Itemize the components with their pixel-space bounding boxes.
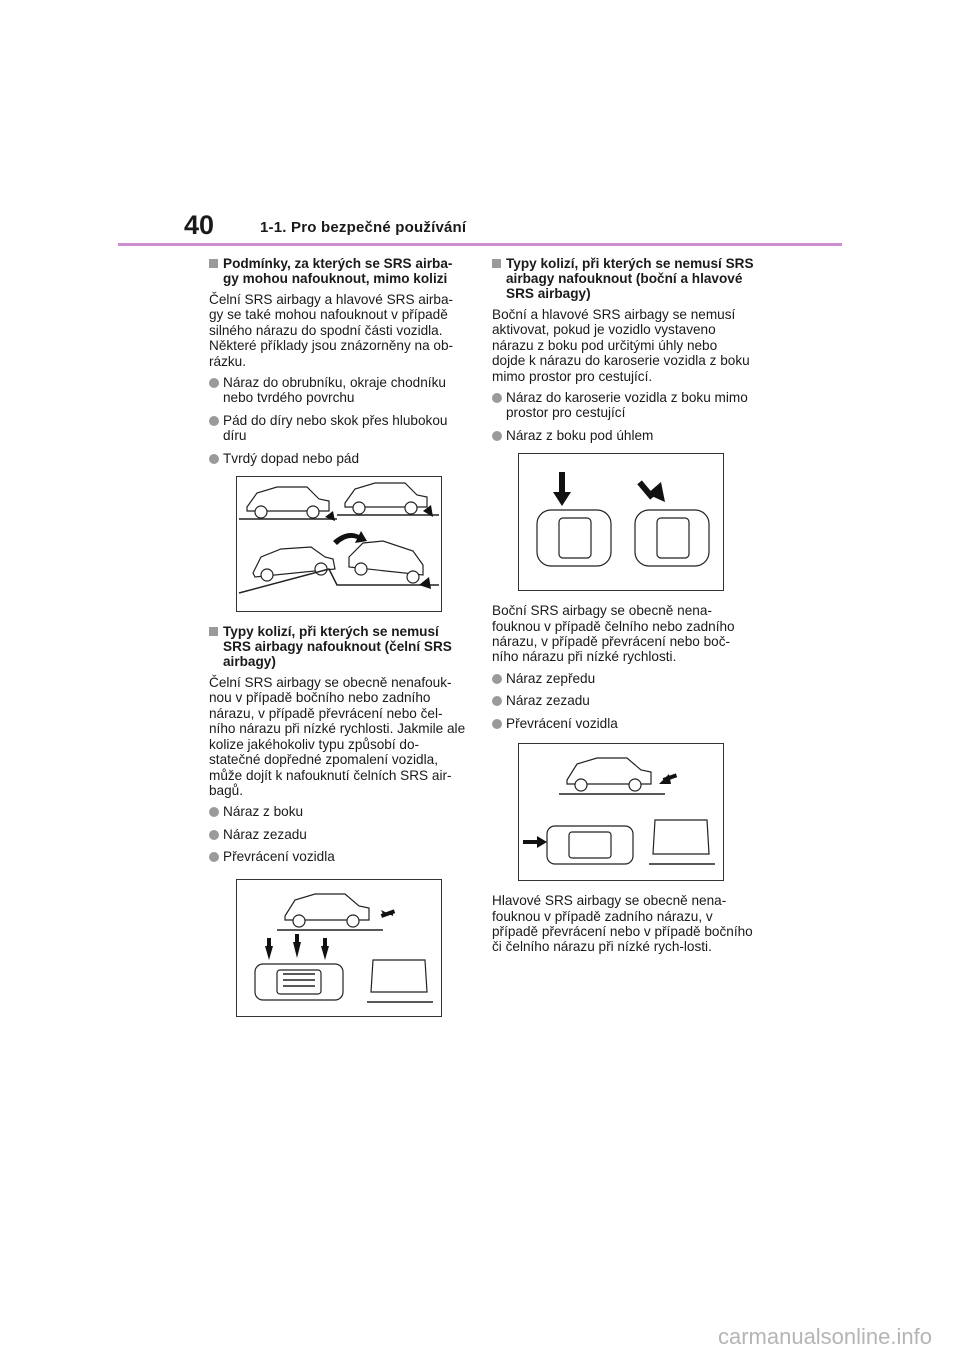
bullet-dot-icon bbox=[492, 431, 502, 441]
square-bullet-icon bbox=[209, 627, 218, 636]
watermark: carmanualsonline.info bbox=[717, 1324, 932, 1349]
section-heading-front-airbags: Typy kolizí, při kterých se nemusí SRS airbagy nafouknout (čelní SRS airbagy) bbox=[209, 624, 467, 669]
figure-side-impacts bbox=[518, 453, 724, 591]
square-bullet-icon bbox=[209, 259, 218, 268]
section-heading-side-airbags: Typy kolizí, při kterých se nemusí SRS airbagy nafouknout (boční a hlavové SRS airbagy) bbox=[492, 256, 754, 301]
list-item: Pád do díry nebo skok přes hlubokou díru bbox=[209, 413, 467, 444]
underbody-impact-illustration bbox=[237, 477, 441, 611]
list-item: Náraz z boku pod úhlem bbox=[492, 428, 754, 443]
list-item: Náraz zepředu bbox=[492, 671, 754, 686]
bullet-dot-icon bbox=[492, 674, 502, 684]
front-airbag-cases-illustration bbox=[237, 880, 441, 1016]
bullet-dot-icon bbox=[209, 378, 219, 388]
bullet-dot-icon bbox=[209, 454, 219, 464]
bullet-dot-icon bbox=[492, 393, 502, 403]
list-item: Náraz z boku bbox=[209, 804, 467, 819]
figure-front-airbag-cases bbox=[236, 879, 442, 1017]
bullet-dot-icon bbox=[209, 830, 219, 840]
figure-underbody-impacts bbox=[236, 476, 442, 612]
list-item: Převrácení vozidla bbox=[492, 716, 754, 731]
page-number: 40 bbox=[184, 210, 215, 240]
square-bullet-icon bbox=[492, 259, 501, 268]
bullet-dot-icon bbox=[209, 807, 219, 817]
list-item: Náraz do karoserie vozidla z boku mimo prostor pro cestující bbox=[492, 390, 754, 421]
bullet-dot-icon bbox=[492, 719, 502, 729]
list-item: Náraz zezadu bbox=[492, 693, 754, 708]
list-item: Náraz do obrubníku, okraje chodníku nebo tvrdého povrchu bbox=[209, 375, 467, 406]
list-item: Náraz zezadu bbox=[209, 827, 467, 842]
side-impact-illustration bbox=[519, 454, 723, 590]
paragraph-front-airbags: Čelní SRS airbagy se obecně nenafouk-nou v případě bočního nebo zadního nárazu, v případě převrácení nebo čel-ního nárazu při nízké rychlosti. Jakmile ale kolize jakéhokoliv typu způsobí do-statečné dopředné zpomalení vozidla, může dojít k nafouknutí čelních SRS air-bagů. bbox=[209, 675, 466, 798]
section-heading-conditions: Podmínky, za kterých se SRS airba-gy mohou nafouknout, mimo kolizi bbox=[209, 256, 467, 286]
paragraph-head-airbags: Hlavové SRS airbagy se obecně nena-fouknou v případě zadního nárazu, v případě převrácení nebo v případě bočního či čelního nárazu při nízké rych-losti. bbox=[492, 893, 753, 955]
bullet-dot-icon bbox=[209, 416, 219, 426]
figure-side-airbag-cases bbox=[518, 743, 724, 881]
header-divider bbox=[118, 243, 842, 246]
list-item: Tvrdý dopad nebo pád bbox=[209, 451, 467, 466]
right-column bbox=[492, 256, 754, 961]
bullet-dot-icon bbox=[492, 696, 502, 706]
paragraph-side-airbags-general: Boční SRS airbagy se obecně nena-fouknou v případě čelního nebo zadního nárazu, v případě převrácení nebo boč-ního nárazu při nízké rychlosti. bbox=[492, 603, 735, 665]
paragraph-side-airbags: Boční a hlavové SRS airbagy se nemusí aktivovat, pokud je vozidlo vystaveno nárazu z boku pod určitými úhly nebo dojde k nárazu do karoserie vozidla z boku mimo prostor pro cestující. bbox=[492, 307, 750, 384]
bullet-dot-icon bbox=[209, 852, 219, 862]
section-title: 1-1. Pro bezpečné používání bbox=[260, 219, 467, 236]
paragraph-conditions: Čelní SRS airbagy a hlavové SRS airba-gy se také mohou nafouknout v případě silného nárazu do spodní části vozidla. Některé příklady jsou znázorněny na ob-rázku. bbox=[209, 292, 454, 369]
list-item: Převrácení vozidla bbox=[209, 849, 467, 864]
side-airbag-cases-illustration bbox=[519, 744, 723, 880]
left-column bbox=[209, 256, 467, 1029]
